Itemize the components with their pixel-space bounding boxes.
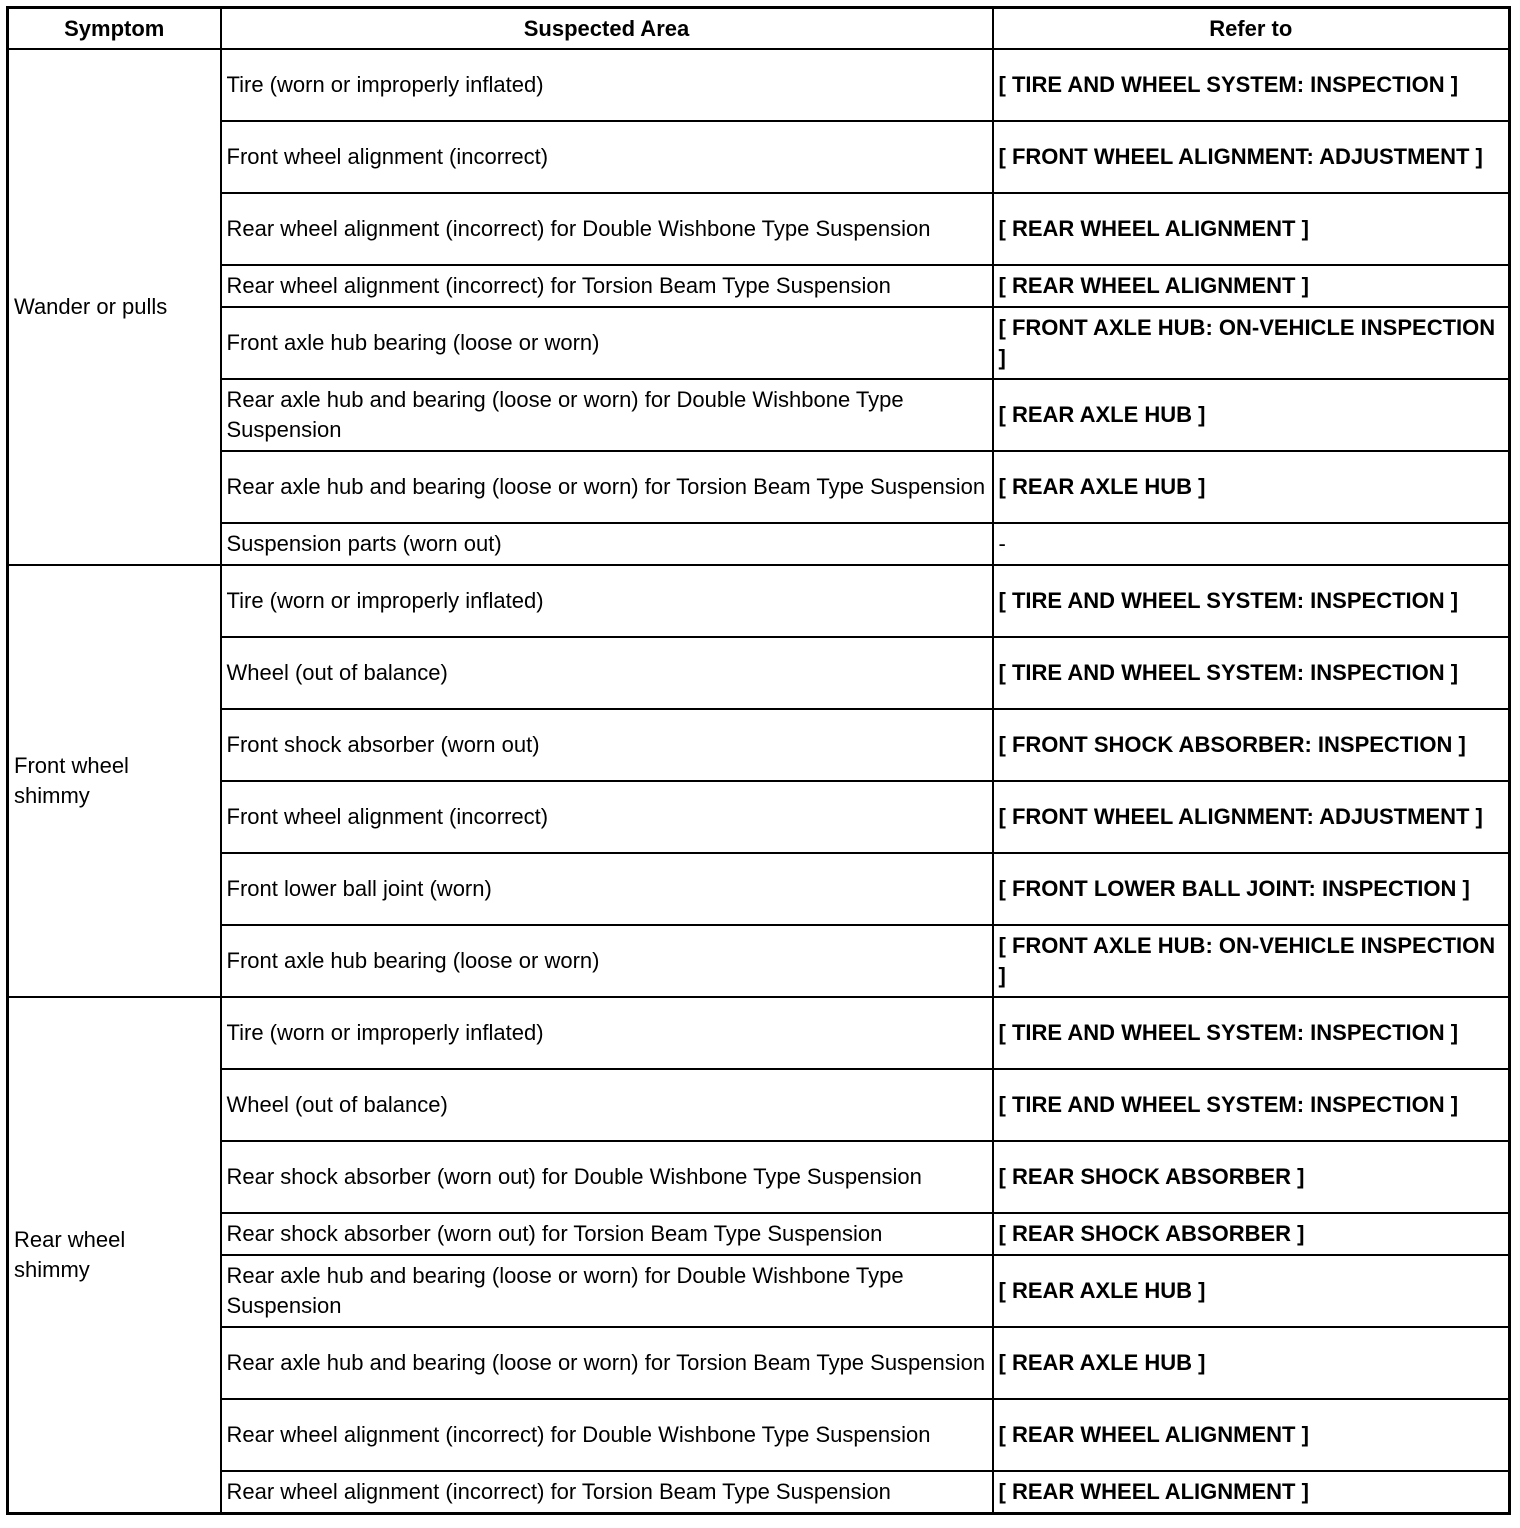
table-row [8,709,1510,781]
table-row [8,307,1510,379]
refer-to-cell[interactable]: [ TIRE AND WHEEL SYSTEM: INSPECTION ] [993,49,1510,121]
suspected-area-cell: Front axle hub bearing (loose or worn) [221,925,993,997]
table-row [8,1471,1510,1514]
suspected-area-cell: Front axle hub bearing (loose or worn) [221,307,993,379]
refer-to-cell[interactable]: [ TIRE AND WHEEL SYSTEM: INSPECTION ] [993,1069,1510,1141]
table-row [8,1399,1510,1471]
symptom-cell: Rear wheel shimmy [8,997,221,1514]
table-row [8,523,1510,565]
refer-to-cell[interactable]: [ REAR AXLE HUB ] [993,1255,1510,1327]
refer-to-cell[interactable]: [ FRONT LOWER BALL JOINT: INSPECTION ] [993,853,1510,925]
suspected-area-cell: Rear wheel alignment (incorrect) for Torsion Beam Type Suspension [221,265,993,307]
refer-to-cell: - [993,523,1510,565]
table-row [8,997,1510,1069]
refer-to-cell[interactable]: [ REAR AXLE HUB ] [993,1327,1510,1399]
table-row [8,637,1510,709]
header-suspected-area: Suspected Area [221,8,993,50]
suspected-area-cell: Tire (worn or improperly inflated) [221,997,993,1069]
suspected-area-cell: Rear axle hub and bearing (loose or worn) for Double Wishbone Type Suspension [221,1255,993,1327]
table-row [8,451,1510,523]
refer-to-cell[interactable]: [ FRONT WHEEL ALIGNMENT: ADJUSTMENT ] [993,121,1510,193]
table-row [8,565,1510,637]
refer-to-cell[interactable]: [ TIRE AND WHEEL SYSTEM: INSPECTION ] [993,997,1510,1069]
table-row [8,1141,1510,1213]
suspected-area-cell: Wheel (out of balance) [221,637,993,709]
refer-to-cell[interactable]: [ REAR AXLE HUB ] [993,451,1510,523]
table-row [8,1069,1510,1141]
refer-to-cell[interactable]: [ TIRE AND WHEEL SYSTEM: INSPECTION ] [993,637,1510,709]
refer-to-cell[interactable]: [ REAR SHOCK ABSORBER ] [993,1213,1510,1255]
refer-to-cell[interactable]: [ TIRE AND WHEEL SYSTEM: INSPECTION ] [993,565,1510,637]
refer-to-cell[interactable]: [ FRONT AXLE HUB: ON-VEHICLE INSPECTION ] [993,925,1510,997]
suspected-area-cell: Rear axle hub and bearing (loose or worn) for Torsion Beam Type Suspension [221,451,993,523]
suspected-area-cell: Tire (worn or improperly inflated) [221,49,993,121]
table-row [8,781,1510,853]
suspected-area-cell: Rear shock absorber (worn out) for Double Wishbone Type Suspension [221,1141,993,1213]
table-row [8,1255,1510,1327]
suspected-area-cell: Front shock absorber (worn out) [221,709,993,781]
refer-to-cell[interactable]: [ REAR SHOCK ABSORBER ] [993,1141,1510,1213]
table-row [8,193,1510,265]
suspected-area-cell: Rear axle hub and bearing (loose or worn) for Double Wishbone Type Suspension [221,379,993,451]
suspected-area-cell: Tire (worn or improperly inflated) [221,565,993,637]
suspected-area-cell: Rear axle hub and bearing (loose or worn) for Torsion Beam Type Suspension [221,1327,993,1399]
header-refer-to: Refer to [993,8,1510,50]
refer-to-cell[interactable]: [ REAR WHEEL ALIGNMENT ] [993,193,1510,265]
header-row [8,8,1510,50]
refer-to-cell[interactable]: [ REAR WHEEL ALIGNMENT ] [993,1399,1510,1471]
refer-to-cell[interactable]: [ FRONT WHEEL ALIGNMENT: ADJUSTMENT ] [993,781,1510,853]
troubleshooting-table [6,6,1511,1515]
suspected-area-cell: Front lower ball joint (worn) [221,853,993,925]
table-row [8,1213,1510,1255]
suspected-area-cell: Wheel (out of balance) [221,1069,993,1141]
suspected-area-cell: Suspension parts (worn out) [221,523,993,565]
suspected-area-cell: Rear wheel alignment (incorrect) for Double Wishbone Type Suspension [221,1399,993,1471]
suspected-area-cell: Rear wheel alignment (incorrect) for Torsion Beam Type Suspension [221,1471,993,1514]
refer-to-cell[interactable]: [ FRONT AXLE HUB: ON-VEHICLE INSPECTION ] [993,307,1510,379]
refer-to-cell[interactable]: [ REAR WHEEL ALIGNMENT ] [993,1471,1510,1514]
table-row [8,853,1510,925]
suspected-area-cell: Rear wheel alignment (incorrect) for Double Wishbone Type Suspension [221,193,993,265]
refer-to-cell[interactable]: [ REAR AXLE HUB ] [993,379,1510,451]
refer-to-cell[interactable]: [ FRONT SHOCK ABSORBER: INSPECTION ] [993,709,1510,781]
table-row [8,265,1510,307]
table-row [8,379,1510,451]
refer-to-cell[interactable]: [ REAR WHEEL ALIGNMENT ] [993,265,1510,307]
suspected-area-cell: Rear shock absorber (worn out) for Torsion Beam Type Suspension [221,1213,993,1255]
table-row [8,49,1510,121]
table-row [8,925,1510,997]
symptom-cell: Front wheel shimmy [8,565,221,997]
table-row [8,121,1510,193]
symptom-cell: Wander or pulls [8,49,221,565]
table-row [8,1327,1510,1399]
suspected-area-cell: Front wheel alignment (incorrect) [221,121,993,193]
header-symptom: Symptom [8,8,221,50]
suspected-area-cell: Front wheel alignment (incorrect) [221,781,993,853]
